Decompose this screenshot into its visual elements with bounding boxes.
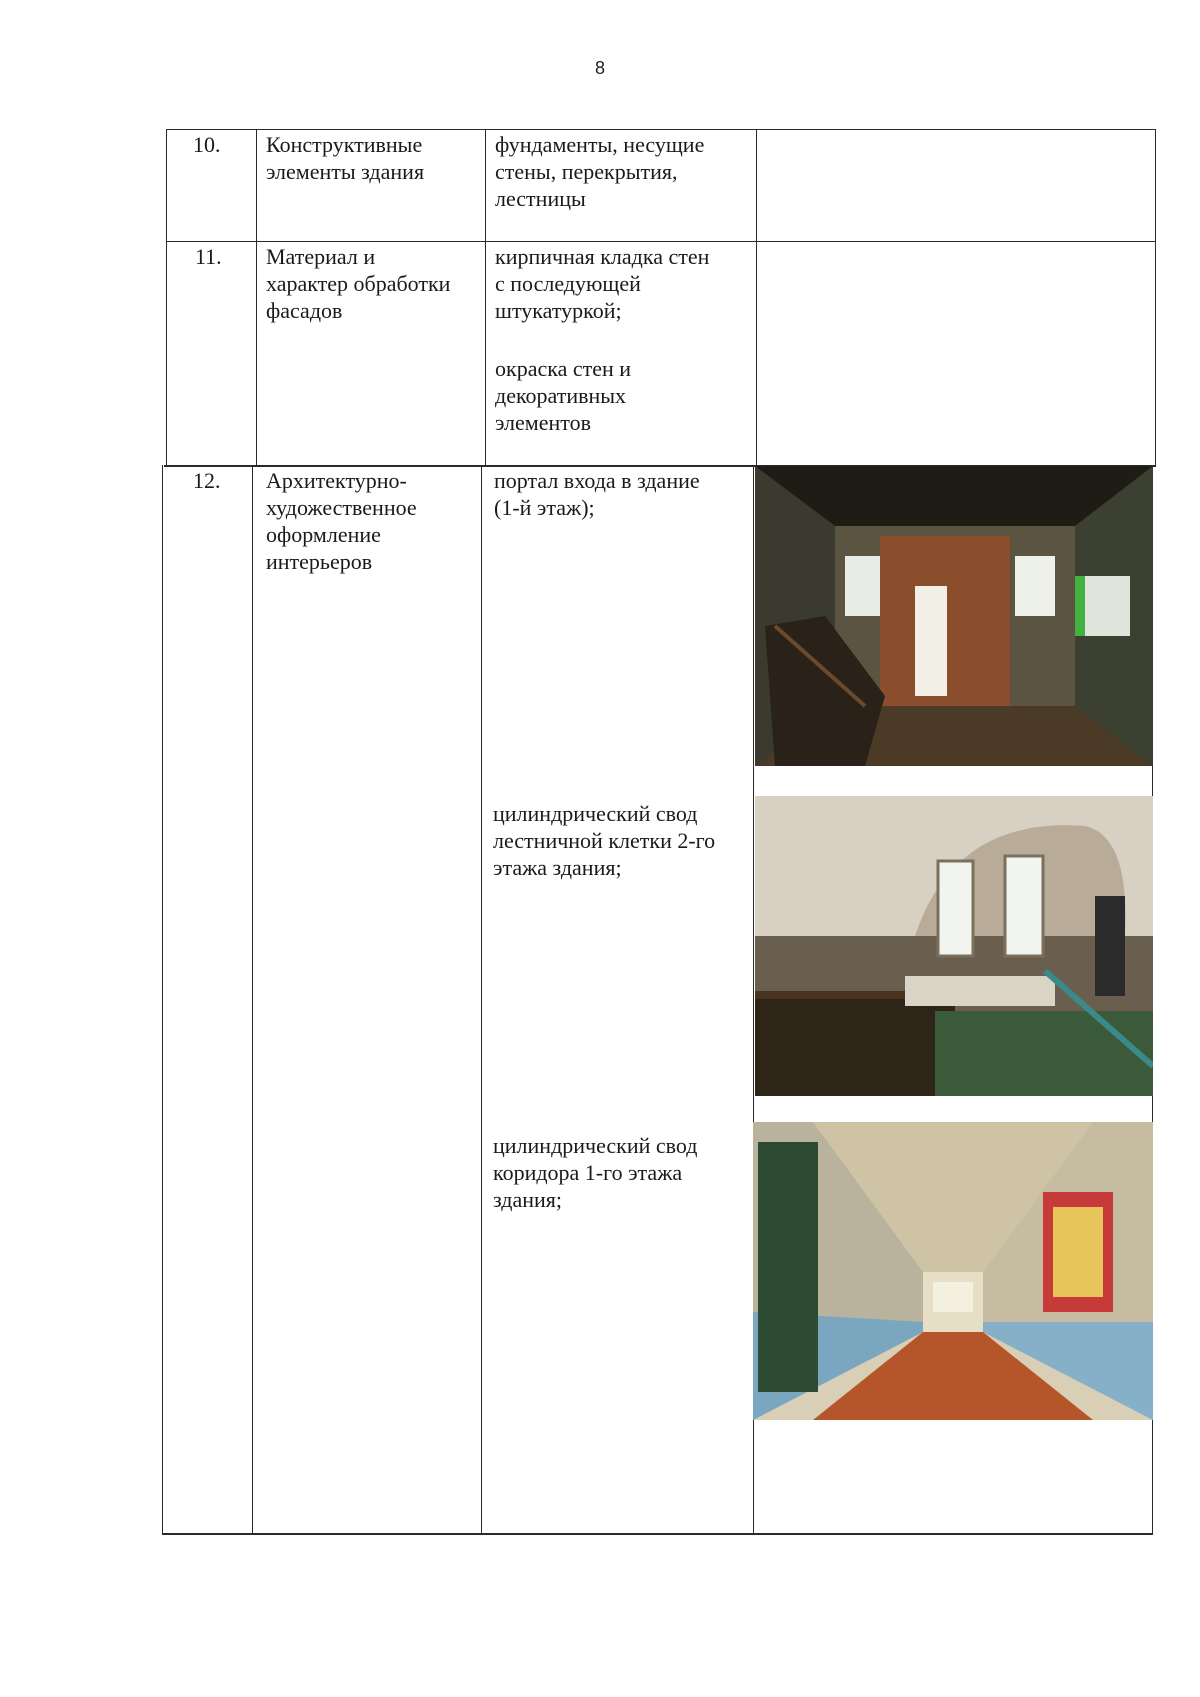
corridor-vault-photo: [753, 1122, 1153, 1420]
staircase-vault-photo: [755, 796, 1153, 1096]
column-divider: [1155, 129, 1156, 466]
entrance-portal-photo: [755, 466, 1153, 766]
table-border-top: [166, 129, 1156, 130]
row-11-description-2: окраска стен и декоративных элементов: [495, 356, 632, 435]
row-12-item-1-text: портал входа в здание (1-й этаж);: [494, 468, 700, 520]
column-divider: [756, 129, 757, 466]
row-12-name: Архитектурно- художественное оформление интерьеров: [266, 468, 417, 574]
column-divider: [166, 129, 167, 466]
page-number: 8: [594, 58, 605, 78]
table-border-bottom: [162, 1533, 1153, 1535]
row-11-number: 11.: [195, 244, 222, 269]
column-divider: [162, 465, 163, 1535]
row-11-description-1: кирпичная кладка стен с последующей штукатуркой;: [495, 244, 710, 323]
row-12-item-2-text: цилиндрический свод лестничной клетки 2-го этажа здания;: [493, 801, 716, 880]
row-11-name: Материал и характер обработки фасадов: [266, 244, 451, 323]
row-10-description: фундаменты, несущие стены, перекрытия, лестницы: [495, 132, 705, 211]
column-divider: [252, 465, 253, 1535]
row-12-number: 12.: [193, 468, 221, 493]
row-10-number: 10.: [193, 132, 221, 157]
column-divider: [481, 465, 482, 1535]
row-divider: [166, 241, 1156, 242]
column-divider: [256, 129, 257, 466]
column-divider: [485, 129, 486, 466]
row-10-name: Конструктивные элементы здания: [266, 132, 425, 184]
row-12-item-3-text: цилиндрический свод коридора 1-го этажа здания;: [493, 1133, 698, 1212]
